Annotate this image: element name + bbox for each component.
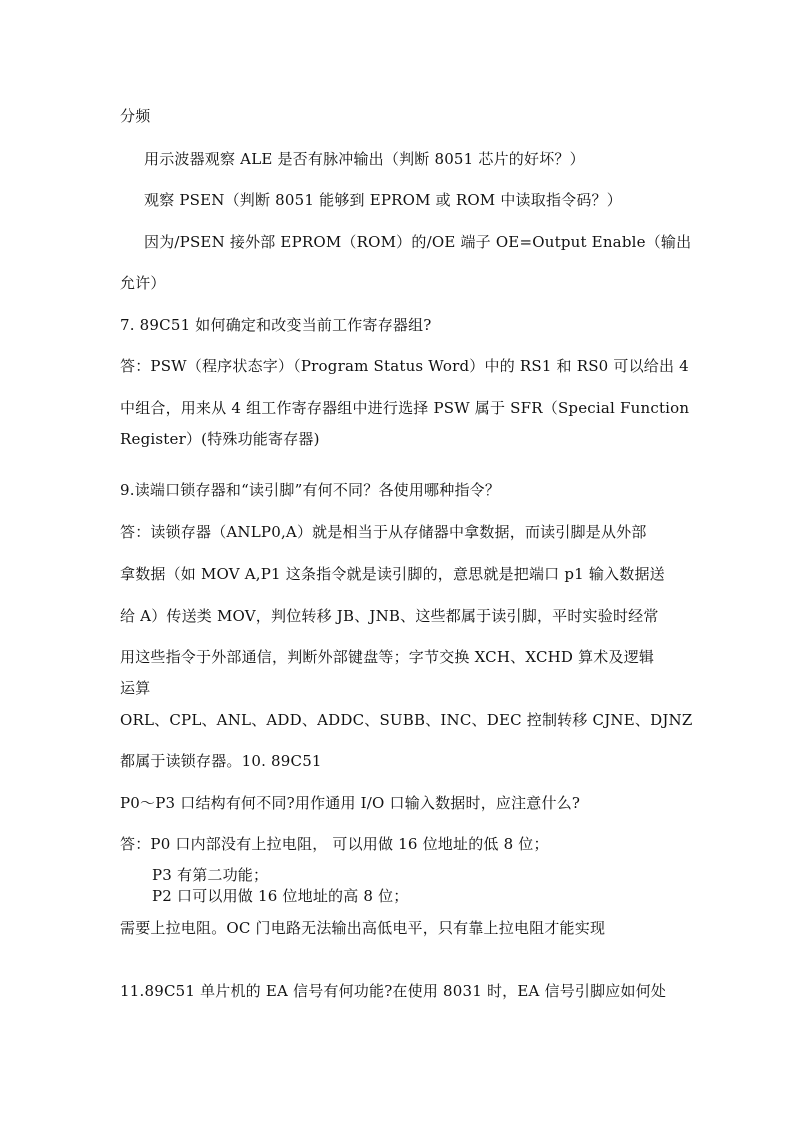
question-heading: 9.读端口锁存器和“读引脚”有何不同？各使用哪种指令？ [120,481,501,499]
text-line: P3 有第二功能； [152,866,269,884]
text-line: 都属于读锁存器。10. 89C51 [120,752,322,770]
text-line: 观察 PSEN（判断 8051 能够到 EPROM 或 ROM 中读取指令码？） [144,191,622,209]
text-line: 分频 [120,107,151,125]
text-line: ORL、CPL、ANL、ADD、ADDC、SUBB、INC、DEC 控制转移 CJNE、DJNZ [120,711,693,729]
question-heading: 7. 89C51 如何确定和改变当前工作寄存器组? [120,316,432,334]
text-line: P2 口可以用做 16 位地址的高 8 位； [152,887,409,905]
text-line: 用示波器观察 ALE 是否有脉冲输出（判断 8051 芯片的好坏？） [144,150,585,168]
question-heading: P0～P3 口结构有何不同?用作通用 I/O 口输入数据时，应注意什么? [120,794,581,812]
question-heading: 11.89C51 单片机的 EA 信号有何功能?在使用 8031 时，EA 信号引脚应如何处 [120,982,667,1000]
text-line: 因为/PSEN 接外部 EPROM（ROM）的/OE 端子 OE=Output Enable（输出 [144,233,692,251]
text-line: 答：PSW（程序状态字）（Program Status Word）中的 RS1 和 RS0 可以给出 4 [120,357,689,375]
text-line: 允许） [120,274,166,292]
text-line: Register）(特殊功能寄存器) [120,430,320,448]
text-line: 给 A）传送类 MOV，判位转移 JB、JNB、这些都属于读引脚，平时实验时经常 [120,607,659,625]
text-line: 答：读锁存器（ANLP0,A）就是相当于从存储器中拿数据，而读引脚是从外部 [120,523,647,541]
text-line: 运算 [120,679,151,697]
text-line: 答：P0 口内部没有上拉电阻， 可以用做 16 位地址的低 8 位； [120,835,549,853]
text-line: 需要上拉电阻。OC 门电路无法输出高低电平，只有靠上拉电阻才能实现 [120,919,606,937]
text-line: 中组合，用来从 4 组工作寄存器组中进行选择 PSW 属于 SFR（Special Function [120,399,690,417]
text-line: 用这些指令于外部通信，判断外部键盘等；字节交换 XCH、XCHD 算术及逻辑 [120,648,655,666]
text-line: 拿数据（如 MOV A,P1 这条指令就是读引脚的，意思就是把端口 p1 输入数据送 [120,565,665,583]
